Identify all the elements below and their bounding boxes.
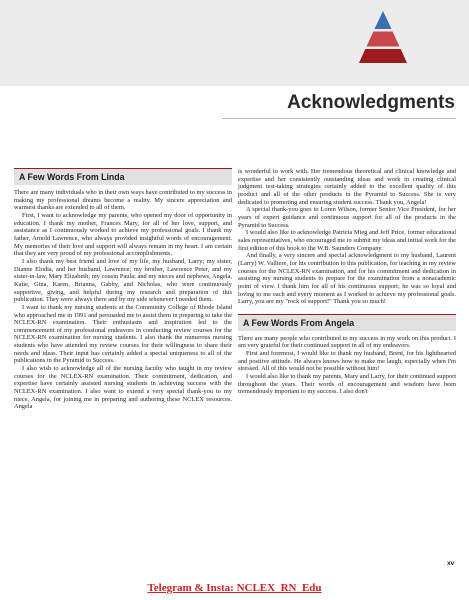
paragraph: There are many people who contributed to my success in my work on this product. I am very grateful for their continued support in all of my endeavors.: [238, 334, 456, 350]
pyramid-top-tier: [375, 11, 392, 29]
page-number: xv: [447, 560, 455, 567]
pyramid-logo-icon: [358, 8, 408, 72]
paragraph: A special thank-you goes to Loren Wilson, former Senior Vice President, for her years of expert guidance and continuous support for all of the products in the Pyramid to Success.: [238, 206, 456, 229]
paragraph: I would also like to acknowledge Patricia Mieg and Jeff Price, former educational sales representatives, who encouraged me to submit my ideas and initial work for the first edition of this book to the W.B. Saunders Company.: [238, 229, 456, 252]
paragraph: There are many individuals who in their own ways have contributed to my success in making my professional dreams become a reality. My sincere appreciation and warmest thanks are extended to all of them.: [14, 189, 232, 212]
paragraph: First and foremost, I would like to thank my husband, Brent, for his lighthearted and positive attitude. He always knows how to make me laugh, especially when I'm stressed. All of this would not be possible without him!: [238, 350, 456, 373]
footer-watermark-text: Telegram & Insta: NCLEX_RN_Edu: [147, 582, 322, 594]
paragraph: And finally, a very sincere and special acknowledgment to my husband, Laurent (Larry) W. Valliere, for his contribution to this publication, for teaching in my review courses for the NCLEX-RN examination, and for his commitment and dedication in assisting my nursing students to prepare for the examination from a nonacademic point of view. I thank him for all of his continuous support; he was so loyal and loving to me each and every moment as I worked to achieve my professional goals. Larry, you are my "rock of support!" Thank you so much!: [238, 252, 456, 306]
title-divider: [222, 118, 456, 119]
page-title: Acknowledgments: [287, 92, 455, 113]
pyramid-bottom-tier: [359, 49, 407, 63]
paragraph: is wonderful to work with. Her tremendous theoretical and clinical knowledge and expertise and her consistently outstanding ideas and work in creating clinical judgment test-taking strategies certainly added to the excellent quality of this product and all of the other products in the Pyramid to Success. She is very dedicated to promoting and ensuring student success. Thank you, Angela!: [238, 168, 456, 206]
paragraph: I also wish to acknowledge all of the nursing faculty who taught in my review courses for the NCLEX-RN examination. Their commitment, dedication, and expertise have certainly assisted nursing students in achieving success with the NCLEX-RN examination. I also want to extend a very special thank-you to my niece, Angela, for joining me in preparing and authoring these NCLEX resources. Angela: [14, 365, 232, 411]
paragraph: I would also like to thank my parents, Mary and Larry, for their continued support throughout the years. Their words of encouragement and wisdom have been tremendously important to my success. I also don't: [238, 373, 456, 396]
pyramid-middle-tier: [367, 32, 400, 47]
paragraph: I also thank my best friend and love of my life, my husband, Larry; my sister, Dianne Elodia, and her husband, Lawrence; my brother, Lawrence Peter, and my sister-in-law, Mary Elizabeth; my cousin Paula; and my nieces and nephews, Angela, Katie, Gina, Karen, Brianna, Gabby, and Nicholas, who were continuously supportive, giving, and helpful during my research and preparation of this publication. They were always there and by my side whenever I needed them.: [14, 257, 232, 304]
section-heading-linda: A Few Words From Linda: [14, 168, 232, 185]
paragraph: I want to thank my nursing students at the Community College of Rhode Island who approached me in 1991 and persuaded me to assist them in preparing to take the NCLEX-RN examination. Their enthusiasm and inspiration led to the commencement of my professional endeavors in conducting review courses for the NCLEX-RN examination for nursing students. I also thank the numerous nursing students who have attended my review courses for their willingness to share their needs and ideas. Their input has certainly added a special uniqueness to all of the publications in the Pyramid to Success.: [14, 303, 232, 365]
left-column: [14, 168, 232, 411]
section-heading-angela: A Few Words From Angela: [238, 314, 456, 331]
paragraph: First, I want to acknowledge my parents, who opened my door of opportunity in education. I thank my mother, Frances Mary, for all of her love, support, and assistance as I continuously worked to achieve my professional goals. I thank my father, Arnold Lawrence, who always provided insightful words of encouragement. My memories of their love and support will always remain in my heart. I am certain that they are very proud of my professional accomplishments.: [14, 211, 232, 258]
right-column: [238, 168, 456, 396]
